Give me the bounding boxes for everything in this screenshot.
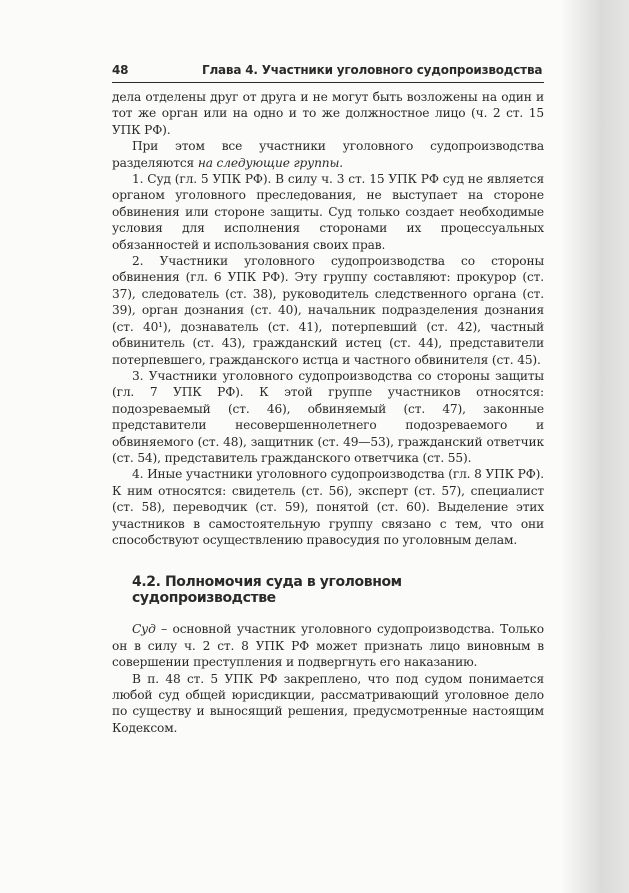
section-heading: 4.2. Полномочия суда в уголовном судопроизводстве <box>132 574 402 607</box>
body-text-bottom <box>112 621 544 736</box>
paragraph-court-meaning: В п. 48 ст. 5 УПК РФ закреплено, что под судом понимается любой суд общей юрисдикции, рассматривающий уголовное дело по существу и выносящий решения, предусмотренные настоящим Кодексом. <box>112 671 544 735</box>
paragraph-groups-intro <box>112 138 544 171</box>
paragraph-continuation: дела отделены друг от друга и не могут быть возложены на один и тот же орган или на одно и то же должностное лицо (ч. 2 ст. 15 УПК РФ). <box>112 90 544 137</box>
book-page <box>112 58 544 736</box>
paragraph-court-definition <box>112 621 544 670</box>
court-term-italic: Суд <box>132 622 156 637</box>
page-number: 48 <box>112 63 129 77</box>
paragraph-group-court: 1. Суд (гл. 5 УПК РФ). В силу ч. 3 ст. 15 УПК РФ суд не является органом уголовного преследования, не выступает на стороне обвинения или стороне защиты. Суд только создает необходимые условия для исполнения сторонами их процессуальных обязанностей и использования своих прав. <box>112 172 544 252</box>
paragraph-group-defense: 3. Участники уголовного судопроизводства со стороны защиты (гл. 7 УПК РФ). К этой группе участников относятся: подозреваемый (ст. 46), обвиняемый (ст. 47), законные представители несовершеннолетнего подозреваемого и обвиняемого (ст. 48), защитник (ст. 49—53), гражданский ответчик (ст. 54), представитель гражданского ответчика (ст. 55). <box>112 368 544 465</box>
body-text-top <box>112 89 544 548</box>
chapter-title: Глава 4. Участники уголовного судопроизводства <box>202 63 543 77</box>
page-edge-shadow <box>561 0 629 893</box>
paragraph-group-other: 4. Иные участники уголовного судопроизводства (гл. 8 УПК РФ). К ним относятся: свидетель (ст. 56), эксперт (ст. 57), специалист (ст. 58), переводчик (ст. 59), понятой (ст. 60). Выделение этих участников в самостоятельную группу связано с тем, что они способствуют осуществлению правосудия по уголовным делам. <box>112 467 544 547</box>
groups-intro-italic: на следующие группы. <box>197 155 343 170</box>
paragraph-group-prosecution: 2. Участники уголовного судопроизводства со стороны обвинения (гл. 6 УПК РФ). Эту группу составляют: прокурор (ст. 37), следователь (ст. 38), руководитель следственного органа (ст. 39), орган дознания (ст. 40), начальник подразделения дознания (ст. 40¹), дознаватель (ст. 41), потерпевший (ст. 42), частный обвинитель (ст. 43), гражданский истец (ст. 44), представители потерпевшего, гражданского истца и частного обвинителя (ст. 45). <box>112 254 544 367</box>
running-header <box>112 58 544 83</box>
groups-intro-text: При этом все участники уголовного судопроизводства разделяются <box>112 139 544 170</box>
court-definition-text: – основной участник уголовного судопроизводства. Только он в силу ч. 2 ст. 8 УПК РФ может признать лицо виновным в совершении преступления и подвергнуть его наказанию. <box>112 622 544 670</box>
